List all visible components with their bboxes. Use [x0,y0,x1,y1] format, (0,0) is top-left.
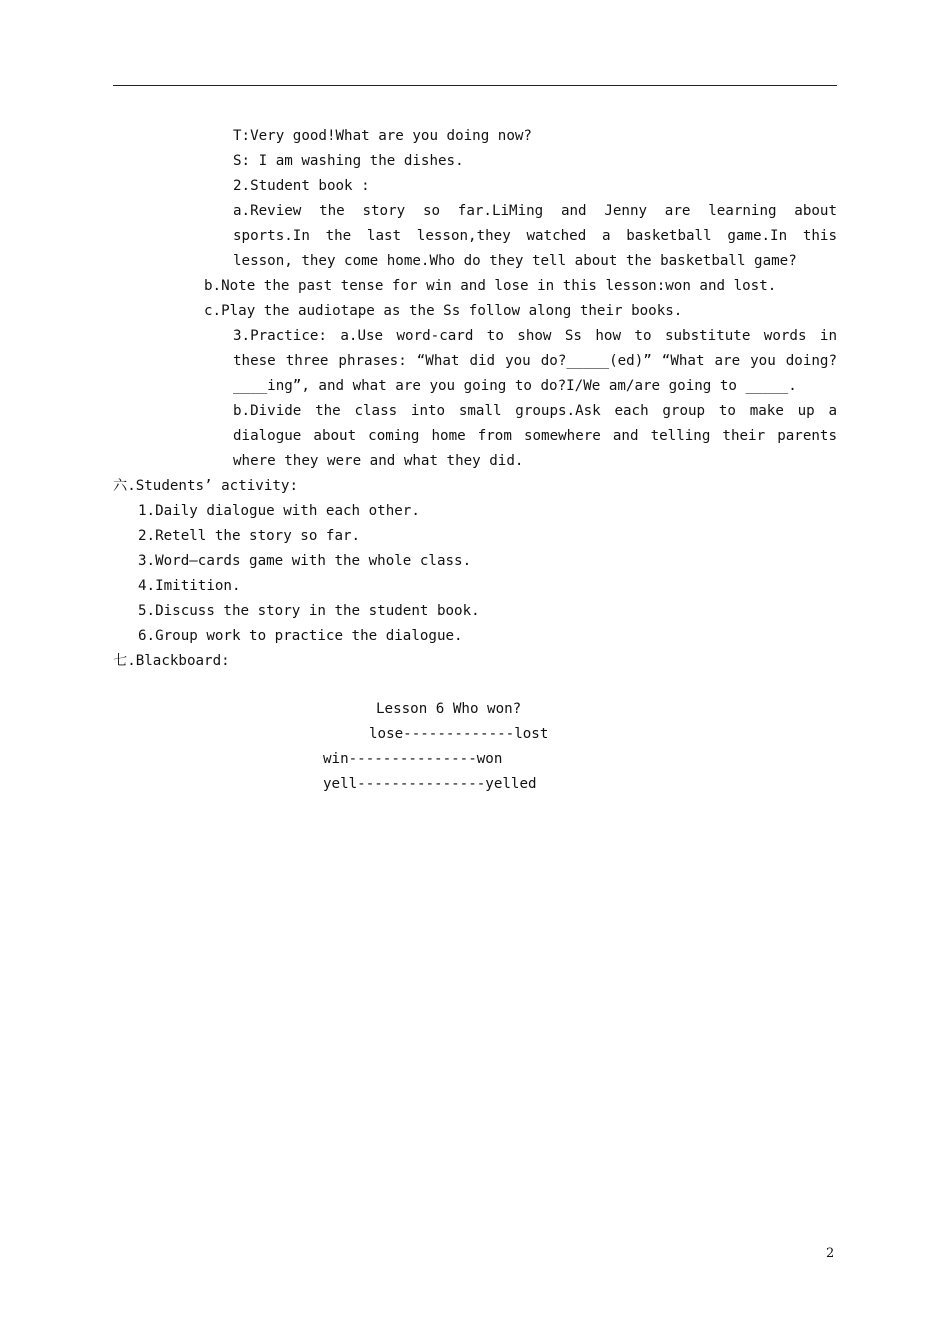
page-number: 2 [826,1246,835,1261]
practice-paragraph: 3.Practice: a.Use word-card to show Ss how to substitute words in these three phrases: “What did you do?_____(ed)” “What are you doing?____ing”, and what are you going to do?I/We am/are going to _____. [233,328,837,394]
blackboard-win-line: win---------------won [323,751,503,767]
activity-item: 3.Word—cards game with the whole class. [138,553,472,569]
note-paragraph: b.Note the past tense for win and lose in this lesson:won and lost. [204,278,777,294]
section-7-heading: 七.Blackboard: [113,653,230,669]
blackboard-yell-line: yell---------------yelled [323,776,537,792]
student-line: S: I am washing the dishes. [233,153,464,169]
activity-item: 6.Group work to practice the dialogue. [138,628,463,644]
teacher-line: T:Very good!What are you doing now? [233,128,532,144]
header-rule [113,85,837,86]
activity-item: 5.Discuss the story in the student book. [138,603,480,619]
activity-item: 2.Retell the story so far. [138,528,361,544]
divide-paragraph: b.Divide the class into small groups.Ask each group to make up a dialogue about coming home from somewhere and telling their parents where they were and what they did. [233,403,837,469]
play-paragraph: c.Play the audiotape as the Ss follow along their books. [204,303,683,319]
activity-item: 4.Imitition. [138,578,241,594]
section-6-heading: 六.Students’ activity: [113,478,299,494]
blackboard-title: Lesson 6 Who won? [376,701,522,717]
activity-item: 1.Daily dialogue with each other. [138,503,420,519]
review-paragraph: a.Review the story so far.LiMing and Jenny are learning about sports.In the last lesson,they watched a basketball game.In this lesson, they come home.Who do they tell about the basketball game? [233,203,837,269]
document-body [113,124,837,674]
blackboard-lose-line: lose-------------lost [369,726,549,742]
student-book-heading: 2.Student book : [233,178,370,194]
